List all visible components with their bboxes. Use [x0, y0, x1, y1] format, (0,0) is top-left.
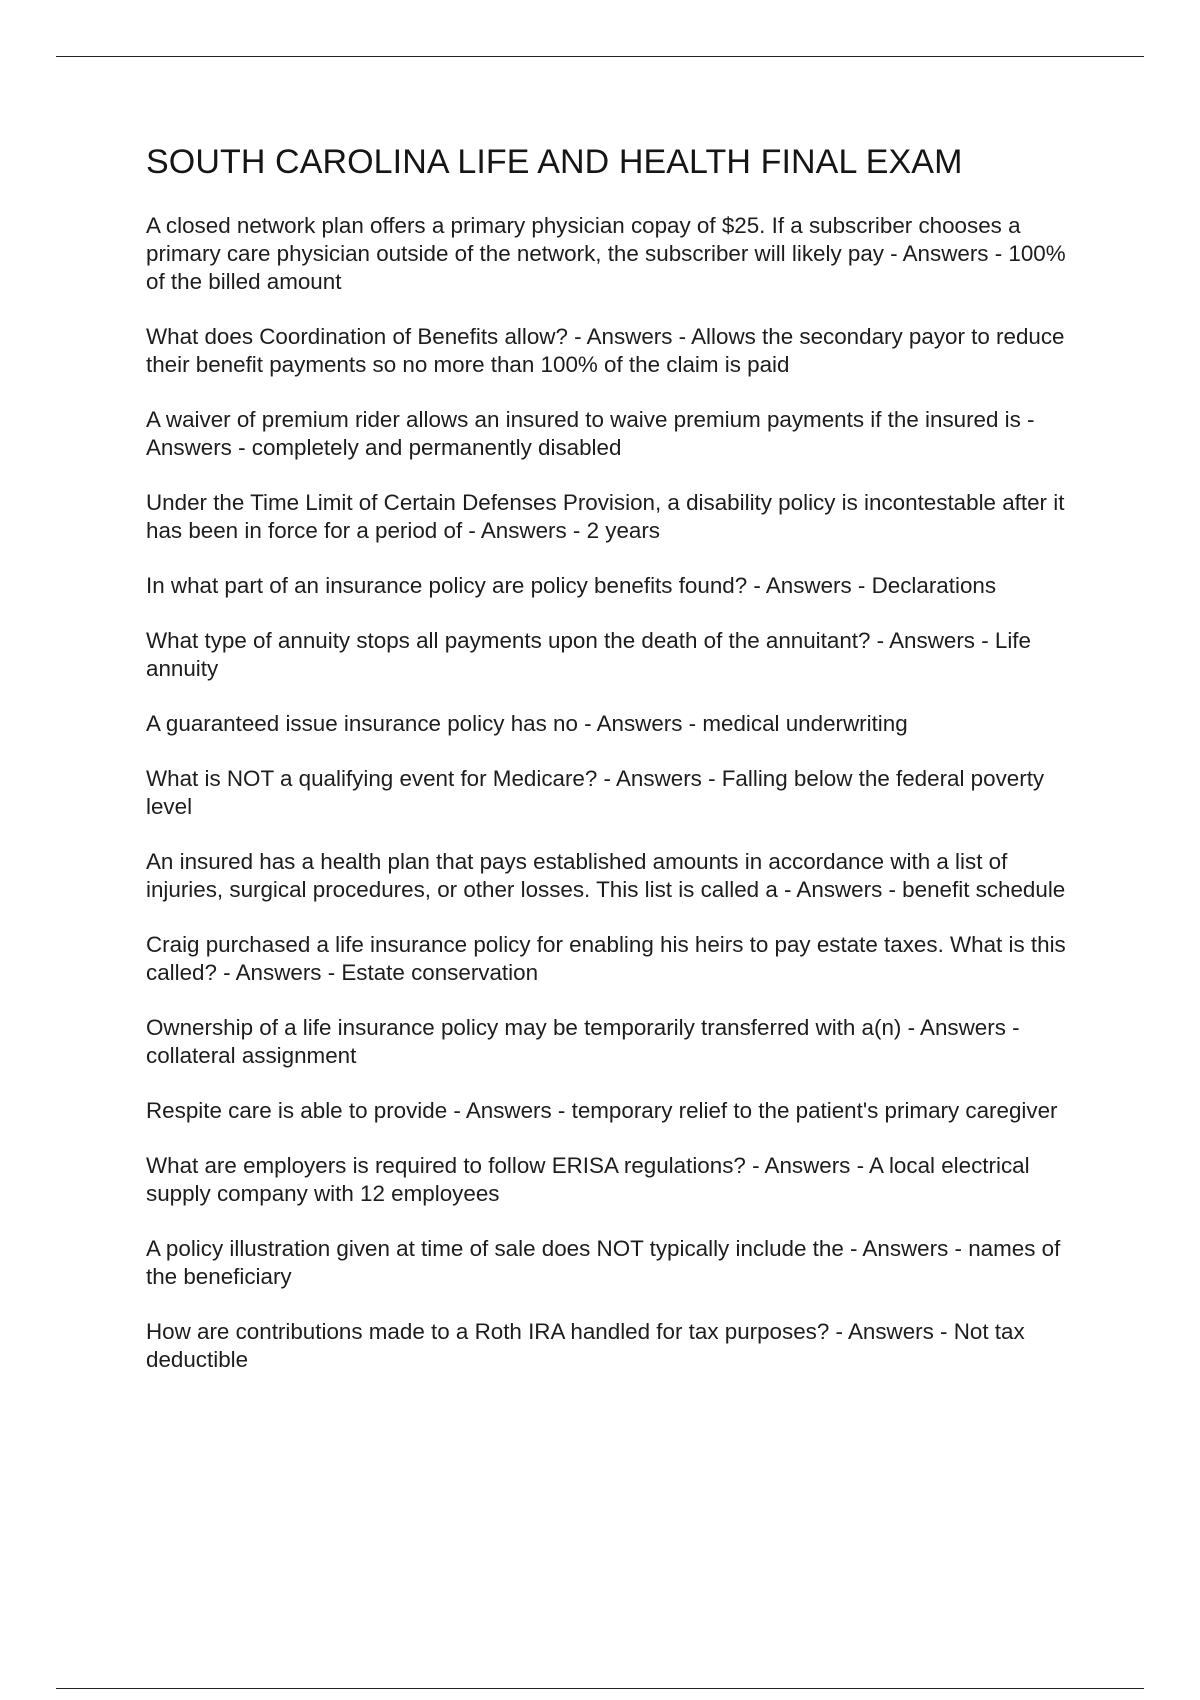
- qa-item: Craig purchased a life insurance policy for enabling his heirs to pay estate taxes. What is this called? - Answers - Estate conservation: [146, 932, 1066, 985]
- qa-item: What are employers is required to follow ERISA regulations? - Answers - A local electrical supply company with 12 employees: [146, 1153, 1030, 1206]
- qa-list: [146, 212, 1086, 1374]
- qa-item: An insured has a health plan that pays established amounts in accordance with a list of injuries, surgical procedures, or other losses. This list is called a - Answers - benefit schedule: [146, 849, 1066, 902]
- qa-item: Respite care is able to provide - Answers - temporary relief to the patient's primary caregiver: [146, 1098, 1058, 1123]
- qa-item: A guaranteed issue insurance policy has no - Answers - medical underwriting: [146, 711, 908, 736]
- qa-item: What type of annuity stops all payments upon the death of the annuitant? - Answers - Life annuity: [146, 628, 1031, 681]
- qa-item: How are contributions made to a Roth IRA handled for tax purposes? - Answers - Not tax deductible: [146, 1319, 1025, 1372]
- qa-item: In what part of an insurance policy are policy benefits found? - Answers - Declarations: [146, 573, 997, 598]
- qa-item: A waiver of premium rider allows an insured to waive premium payments if the insured is - Answers - completely and permanently disabled: [146, 407, 1035, 460]
- qa-item: A policy illustration given at time of sale does NOT typically include the - Answers - names of the beneficiary: [146, 1236, 1061, 1289]
- qa-item: Ownership of a life insurance policy may be temporarily transferred with a(n) - Answers - collateral assignment: [146, 1015, 1020, 1068]
- qa-item: What is NOT a qualifying event for Medicare? - Answers - Falling below the federal poverty level: [146, 766, 1045, 819]
- page-title: SOUTH CAROLINA LIFE AND HEALTH FINAL EXAM: [146, 143, 963, 181]
- document-body: [146, 142, 1086, 1401]
- top-divider: [56, 56, 1144, 57]
- qa-item: Under the Time Limit of Certain Defenses Provision, a disability policy is incontestable after it has been in force for a period of - Answers - 2 years: [146, 490, 1065, 543]
- qa-item: A closed network plan offers a primary physician copay of $25. If a subscriber chooses a primary care physician outside of the network, the subscriber will likely pay - Answers - 100% of the billed amount: [146, 213, 1066, 294]
- bottom-divider: [56, 1688, 1144, 1689]
- qa-item: What does Coordination of Benefits allow? - Answers - Allows the secondary payor to reduce their benefit payments so no more than 100% of the claim is paid: [146, 324, 1065, 377]
